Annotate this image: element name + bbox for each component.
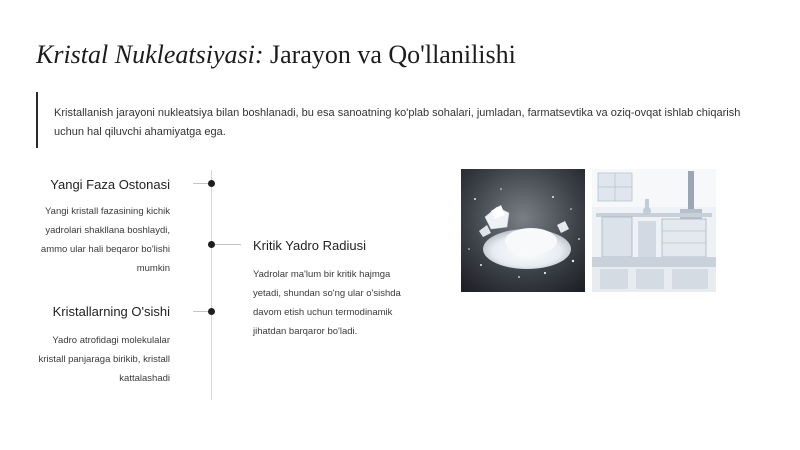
stage-2-text: Yadrolar ma'lum bir kritik hajmga yetadi, shundan so'ng ular o'sishda davom etish uchun termodinamik jihatdan barqaror bo'ladi. <box>253 269 401 337</box>
stage-1-title: Yangi Faza Ostonasi <box>50 177 170 192</box>
slide-title <box>36 40 516 70</box>
crystal-powder-photo <box>461 169 585 292</box>
stage-1-text: Yangi kristall fazasining kichik yadrolari shakllana boshlaydi, ammo ular hali beqaror bo'lishi mumkin <box>40 206 170 274</box>
stage-3-text: Yadro atrofidagi molekulalar kristall panjaraga birikib, kristall kattalashadi <box>38 335 170 384</box>
stage-2-title: Kritik Yadro Radiusi <box>253 238 366 253</box>
title-rest: Jarayon va Qo'llanilishi <box>263 40 516 69</box>
title-italic: Kristal Nukleatsiyasi: <box>36 40 264 69</box>
timeline-dot <box>208 180 215 187</box>
laboratory-photo <box>592 169 716 292</box>
timeline-connector <box>211 244 241 245</box>
stage-3-title: Kristallarning O'sishi <box>52 304 170 319</box>
timeline-axis <box>211 170 212 400</box>
intro-paragraph: Kristallanish jarayoni nukleatsiya bilan boshlanadi, bu esa sanoatning ko'plab sohalari, jumladan, farmatsevtika va oziq-ovqat ishlab chiqarish uchun hal qiluvchi ahamiyatga ega. <box>36 92 756 148</box>
timeline-dot <box>208 308 215 315</box>
timeline-dot <box>208 241 215 248</box>
